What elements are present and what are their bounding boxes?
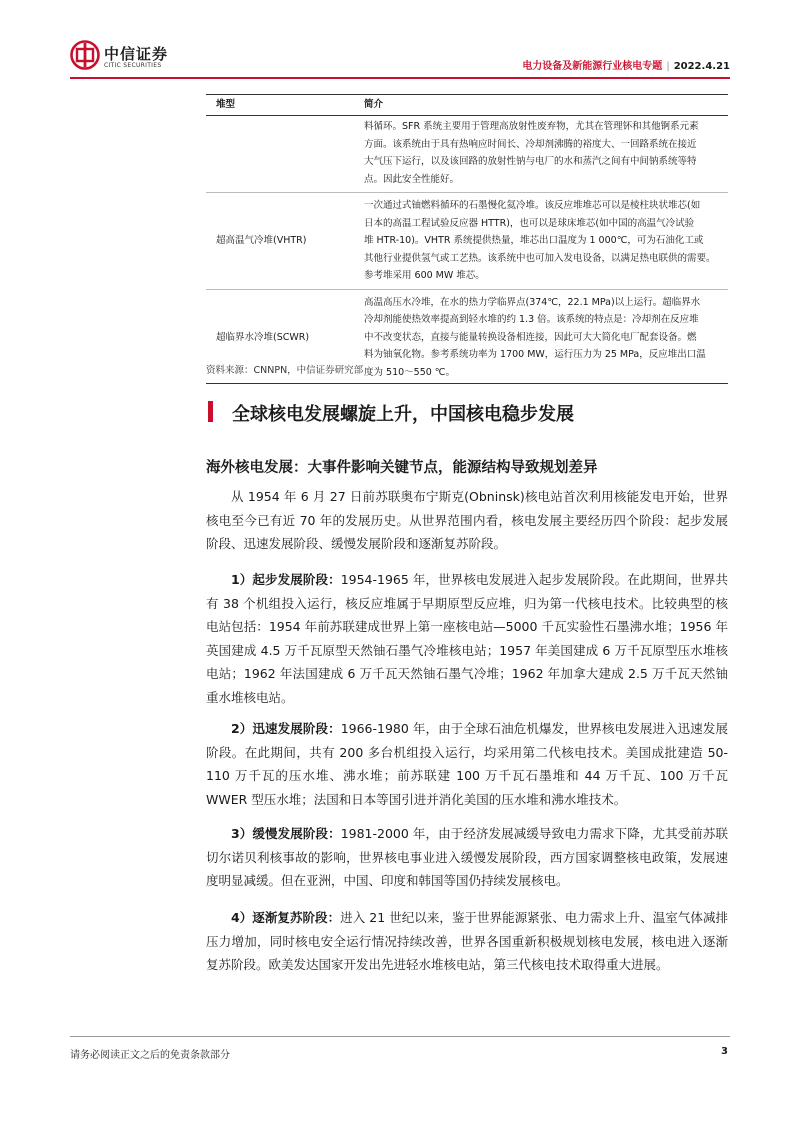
paragraph-stage-4 [206, 906, 728, 977]
reactor-type-table [206, 95, 728, 384]
table-cell-type: 超高温气冷堆(VHTR) [206, 193, 354, 290]
table-cell-intro [354, 116, 728, 193]
citic-logo-icon [70, 40, 100, 70]
table-line: 高温高压水冷堆，在水的热力学临界点(374℃，22.1 MPa)以上运行。超临界水 [364, 296, 701, 308]
table-line: 大气压下运行，以及该回路的放射性钠与电厂的水和蒸汽之间有中间钠系统等特 [364, 156, 697, 167]
logo-text-en: CITIC SECURITIES [104, 62, 162, 69]
section-title: 全球核电发展螺旋上升，中国核电稳步发展 [232, 404, 574, 425]
table-row [206, 193, 728, 290]
table-cell-type [206, 116, 354, 193]
table-source: 资料来源：CNNPN，中信证券研究部 [206, 365, 364, 376]
table-cell-intro [354, 289, 728, 384]
paragraph-text: 进入 21 世纪以来，鉴于世界能源紧张、电力需求上升、温室气体减排压力增加，同时核电安全运行情况持续改善，世界各国重新积极规划核电发展，核电进入逐渐复苏阶段。欧美发达国家开发出先进轻水堆核电站，第三代核电技术取得重大进展。 [206, 910, 729, 972]
header-separator: | [666, 61, 670, 72]
paragraph-lead: 4）逐渐复苏阶段： [231, 910, 341, 925]
paragraph-stage-2 [206, 717, 728, 811]
table-row [206, 116, 728, 193]
table-cell-type: 超临界水冷堆(SCWR) [206, 289, 354, 384]
table-line: 料循环。SFR 系统主要用于管理高放射性废弃物，尤其在管理钚和其他锕系元素 [364, 121, 699, 132]
citic-logo [70, 40, 190, 76]
table-line: 参考堆采用 600 MW 堆芯。 [364, 270, 485, 281]
table-line: 堆 HTR-10)。VHTR 系统提供热量，堆芯出口温度为 1 000℃，可为石油化工或 [364, 235, 704, 246]
report-date: 2022.4.21 [673, 61, 730, 72]
footer-disclaimer: 请务必阅读正文之后的免责条款部分 [70, 1050, 230, 1061]
paragraph-intro [206, 485, 728, 556]
header-divider [70, 77, 730, 79]
logo-text-cn: 中信证券 [104, 45, 169, 63]
section-marker [208, 401, 213, 422]
paragraph-stage-3 [206, 822, 728, 893]
table-header-type: 堆型 [206, 95, 354, 116]
table-line: 一次通过式铀燃料循环的石墨慢化氦冷堆。该反应堆堆芯可以是棱柱块状堆芯(如 [364, 200, 701, 211]
report-topic: 电力设备及新能源行业核电专题 [522, 61, 663, 72]
table-line: 日本的高温工程试验反应器 HTTR)，也可以是球床堆芯(如中国的高温气冷试验 [364, 217, 695, 229]
sub-title: 海外核电发展：大事件影响关键节点，能源结构导致规划差异 [206, 460, 598, 476]
footer-divider [70, 1036, 730, 1037]
table-line: 中不改变状态，直接与能量转换设备相连接，因此可大大简化电厂配套设备。燃 [364, 331, 697, 343]
table-line: 料为铀氧化物。参考系统功率为 1700 MW，运行压力为 25 MPa，反应堆出口温 [364, 349, 706, 360]
table-cell-intro [354, 193, 728, 290]
table-line: 方面。该系统由于具有热响应时间长、冷却剂沸腾的裕度大、一回路系统在接近 [364, 138, 697, 150]
table-header-intro: 简介 [354, 95, 728, 116]
table-line: 其他行业提供氢气或工艺热。该系统中也可加入发电设备，以满足热电联供的需要。 [364, 252, 716, 264]
paragraph-lead: 3）缓慢发展阶段： [231, 826, 341, 841]
paragraph-text: 1981-2000 年，由于经济发展减缓导致电力需求下降，尤其受前苏联切尔诺贝利核事故的影响，世界核电事业进入缓慢发展阶段，西方国家调整核电政策，发展速度明显减缓。但在亚洲，中国、印度和韩国等国仍持续发展核电。 [206, 826, 729, 888]
table-line: 冷却剂能使热效率提高到轻水堆的约 1.3 倍。该系统的特点是：冷却剂在反应堆 [364, 314, 699, 325]
page-number: 3 [721, 1046, 728, 1057]
paragraph-stage-1 [206, 568, 728, 709]
table-line: 度为 510～550 ℃。 [364, 366, 455, 378]
paragraph-text: 1966-1980 年，由于全球石油危机爆发，世界核电发展进入迅速发展阶段。在此期间，共有 200 多台机组投入运行，均采用第二代核电技术。美国成批建造 50-110 万千瓦的压水堆、沸水堆；前苏联建 100 万千瓦石墨堆和 44 万千瓦、100 万千瓦 WWER 型压水堆；法国和日本等国引进并消化美国的压水堆和沸水堆技术。 [206, 721, 729, 807]
paragraph-lead: 2）迅速发展阶段： [231, 721, 341, 736]
paragraph-text: 从 1954 年 6 月 27 日前苏联奥布宁斯克(Obninsk)核电站首次利用核能发电开始，世界核电至今已有近 70 年的发展历史。从世界范围内看，核电发展主要经历四个阶段：起步发展阶段、迅速发展阶段、缓慢发展阶段和逐渐复苏阶段。 [206, 489, 728, 551]
header-info [522, 57, 730, 72]
paragraph-lead: 1）起步发展阶段： [231, 572, 341, 587]
paragraph-text: 1954-1965 年，世界核电发展进入起步发展阶段。在此期间，世界共有 38 个机组投入运行，核反应堆属于早期原型反应堆，归为第一代核电技术。比较典型的核电站包括：1954 年前苏联建成世界上第一座核电站—5000 千瓦实验性石墨沸水堆；1956 年英国建成 4.5 万千瓦原型天然铀石墨气冷堆核电站；1957 年美国建成 6 万千瓦原型压水堆核电站；1962 年法国建成 6 万千瓦天然铀石墨气冷堆；1962 年加拿大建成 2.5 万千瓦天然铀重水堆核电站。 [206, 572, 729, 705]
page-header [70, 38, 730, 78]
table-line: 点。因此安全性能好。 [364, 173, 460, 185]
